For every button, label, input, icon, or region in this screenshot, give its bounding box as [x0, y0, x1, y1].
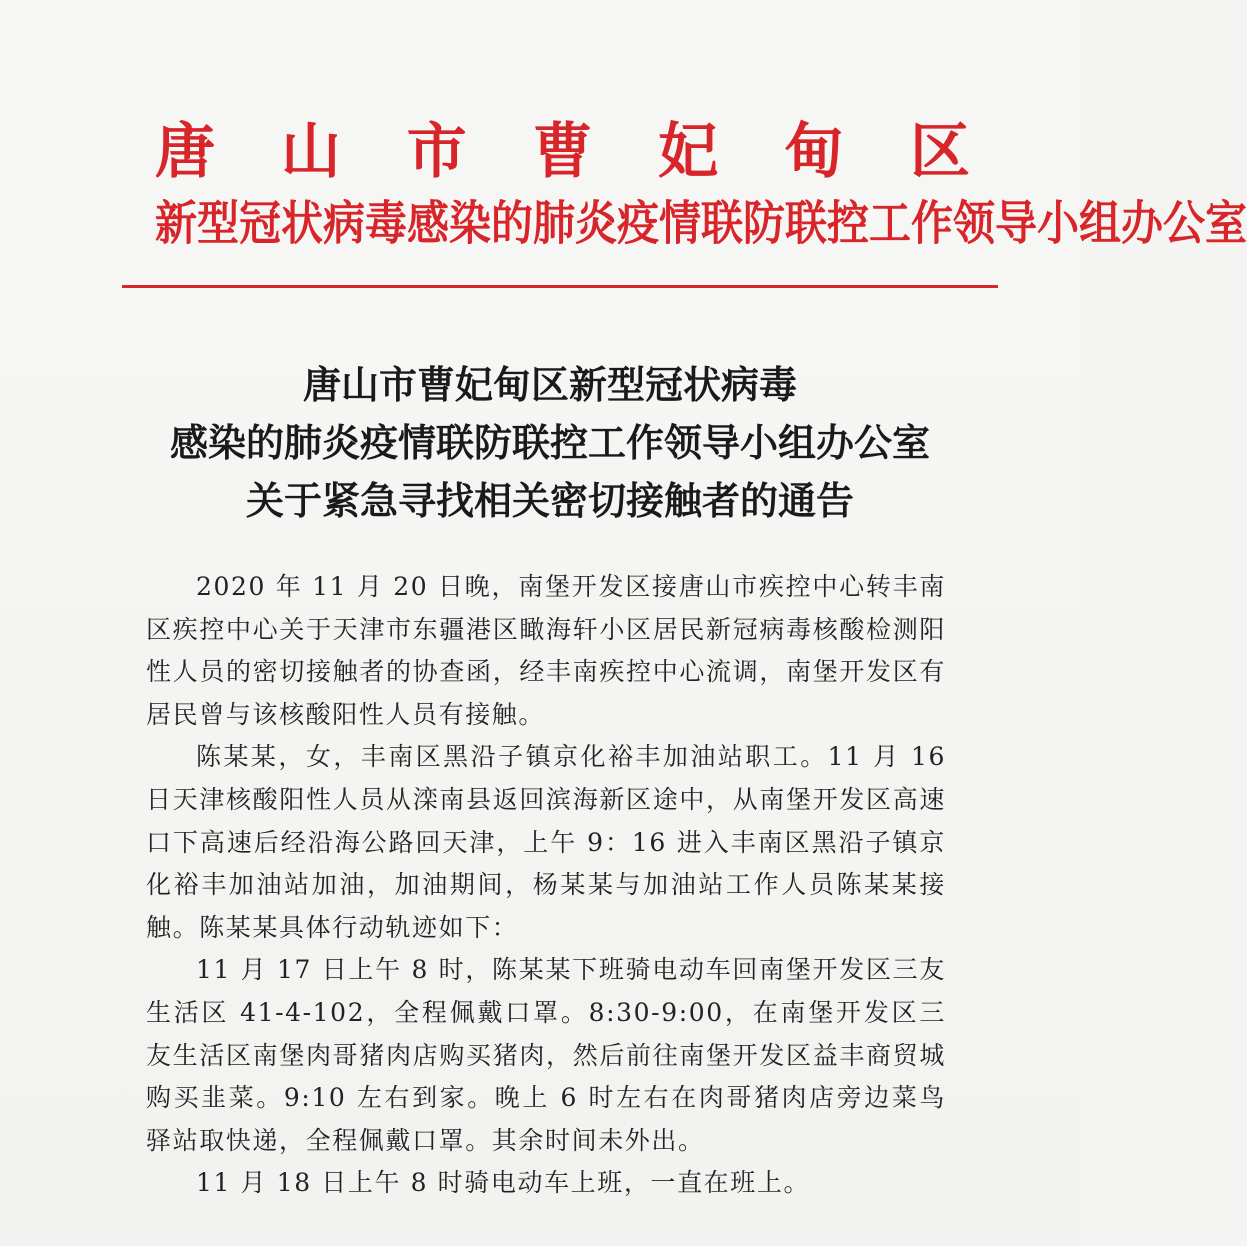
- document-body: [146, 566, 946, 1205]
- document-title: [100, 356, 1000, 530]
- letterhead-office: 新型冠状病毒感染的肺炎疫情联防联控工作领导小组办公室: [155, 195, 1247, 251]
- letterhead-char: 唐: [155, 117, 215, 187]
- title-line: 唐山市曹妃甸区新型冠状病毒: [302, 362, 797, 407]
- letterhead-char: 妃: [658, 117, 719, 187]
- title-line: 关于紧急寻找相关密切接触者的通告: [245, 478, 854, 523]
- letterhead-char: 山: [280, 117, 341, 187]
- letterhead-char: 曹: [532, 117, 593, 187]
- letterhead-char: 市: [406, 117, 467, 187]
- title-line: 感染的肺炎疫情联防联控工作领导小组办公室: [169, 420, 930, 465]
- body-paragraph: 11 月 17 日上午 8 时，陈某某下班骑电动车回南堡开发区三友生活区 41-4-102，全程佩戴口罩。8:30-9:00，在南堡开发区三友生活区南堡肉哥猪肉店购买猪肉，然后前往南堡开发区益丰商贸城购买韭菜。9:10 左右到家。晚上 6 时左右在肉哥猪肉店旁边菜鸟驿站取快递，全程佩戴口罩。其余时间未外出。: [146, 955, 946, 1155]
- body-paragraph: 2020 年 11 月 20 日晚，南堡开发区接唐山市疾控中心转丰南区疾控中心关于天津市东疆港区瞰海轩小区居民新冠病毒核酸检测阳性人员的密切接触者的协查函，经丰南疾控中心流调，南堡开发区有居民曾与该核酸阳性人员有接触。: [146, 572, 946, 729]
- letterhead-organization: [155, 112, 970, 192]
- letterhead-char: 甸: [784, 117, 845, 187]
- body-paragraph: 11 月 18 日上午 8 时骑电动车上班，一直在班上。: [196, 1168, 811, 1198]
- letterhead-divider: [122, 285, 998, 288]
- letterhead-char: 区: [909, 117, 970, 187]
- body-paragraph: 陈某某，女，丰南区黑沿子镇京化裕丰加油站职工。11 月 16 日天津核酸阳性人员从滦南县返回滨海新区途中，从南堡开发区高速口下高速后经沿海公路回天津，上午 9：16 进入丰南区黑沿子镇京化裕丰加油站加油，加油期间，杨某某与加油站工作人员陈某某接触。陈某某具体行动轨迹如下：: [146, 742, 946, 942]
